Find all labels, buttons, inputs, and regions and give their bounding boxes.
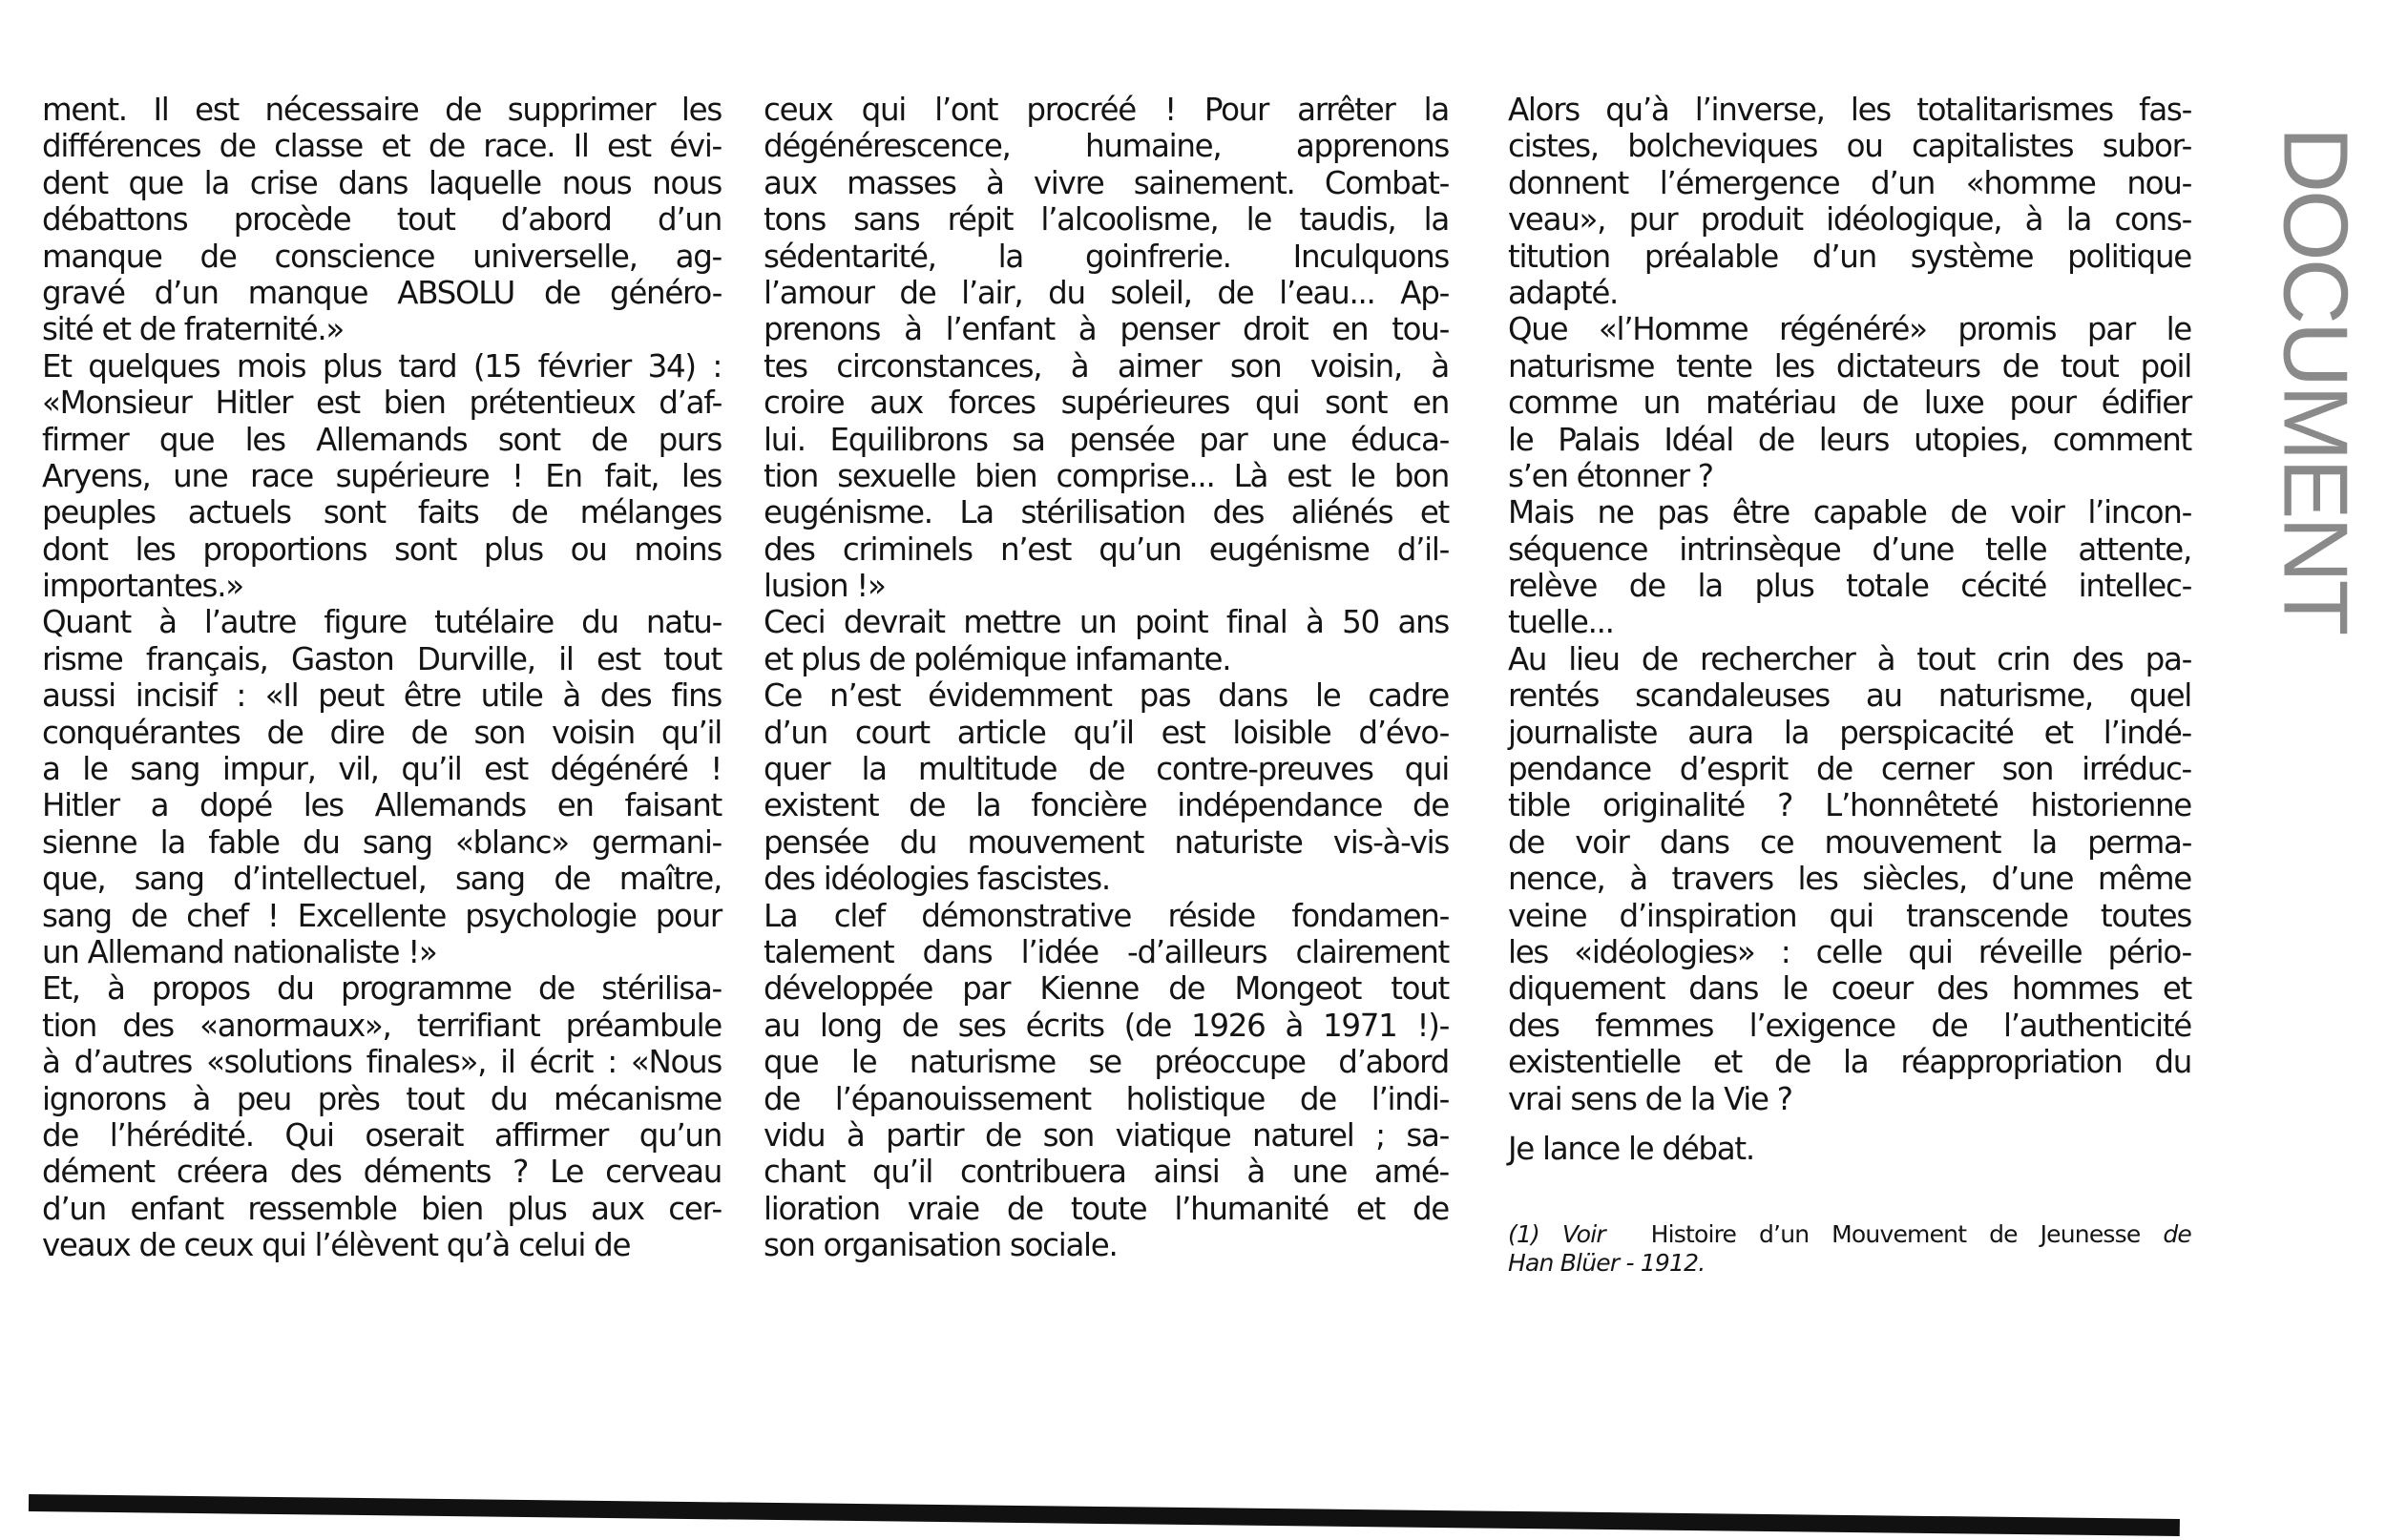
text-line: «Monsieur Hitler est bien prétentieux d’af- — [42, 385, 722, 422]
article-column-1 — [42, 92, 722, 1264]
text-line: diquement dans le coeur des hommes et — [1508, 970, 2191, 1008]
text-line: comme un matériau de luxe pour édifier — [1508, 385, 2191, 422]
text-line: aussi incisif : «Il peut être utile à des fins — [42, 677, 722, 715]
text-line: d’un enfant ressemble bien plus aux cer- — [42, 1190, 722, 1227]
section-label-text: DOCUMENT — [2264, 126, 2366, 634]
text-line: des criminels n’est qu’un eugénisme d’il- — [764, 531, 1449, 568]
text-line: des femmes l’exigence de l’authenticité — [1508, 1007, 2191, 1044]
text-line: Et quelques mois plus tard (15 février 34) : — [42, 347, 722, 385]
text-line: le Palais Idéal de leurs utopies, comment — [1508, 421, 2191, 458]
text-line: ignorons à peu près tout du mécanisme — [42, 1080, 722, 1117]
bottom-rule-divider — [29, 1494, 2180, 1536]
text-line: de l’épanouissement holistique de l’indi- — [764, 1080, 1449, 1117]
text-line: quer la multitude de contre-preuves qui — [764, 751, 1449, 788]
text-line: gravé d’un manque ABSOLU de généro- — [42, 274, 722, 311]
text-line: à d’autres «solutions finales», il écrit : «Nous — [42, 1044, 722, 1081]
text-line: tes circonstances, à aimer son voisin, à — [764, 347, 1449, 385]
text-line: vrai sens de la Vie ? — [1508, 1080, 1792, 1117]
text-line: séquence intrinsèque d’une telle attente, — [1508, 531, 2191, 568]
text-line: peuples actuels sont faits de mélanges — [42, 494, 722, 531]
text-line: développée par Kienne de Mongeot tout — [764, 970, 1449, 1008]
section-label — [2262, 122, 2367, 637]
text-line: un Allemand nationaliste !» — [42, 933, 437, 970]
text-line: veaux de ceux qui l’élèvent qu’à celui de — [42, 1227, 631, 1264]
text-line: dent que la crise dans laquelle nous nous — [42, 164, 722, 201]
closing-line: Je lance le débat. — [1508, 1130, 1754, 1167]
text-line: aux masses à vivre sainement. Combat- — [764, 164, 1449, 201]
footnote-marker: (1) Voir — [1508, 1220, 1605, 1249]
text-line: Quant à l’autre figure tutélaire du natu- — [42, 604, 722, 641]
text-line: lui. Equilibrons sa pensée par une éduca- — [764, 421, 1449, 458]
footnote-connector: de — [2163, 1220, 2191, 1249]
text-line: cistes, bolcheviques ou capitalistes subor- — [1508, 128, 2191, 165]
column-3-body — [1508, 92, 2191, 1117]
text-line: vidu à partir de son viatique naturel ; sa- — [764, 1116, 1449, 1154]
text-line: dément créera des déments ? Le cerveau — [42, 1154, 722, 1191]
text-line: Ce n’est évidemment pas dans le cadre — [764, 677, 1449, 715]
text-line: pensée du mouvement naturiste vis-à-vis — [764, 823, 1449, 861]
text-line: sédentarité, la goinfrerie. Inculquons — [764, 238, 1449, 275]
text-line: des idéologies fascistes. — [764, 861, 1110, 898]
text-line: existent de la foncière indépendance de — [764, 787, 1449, 824]
text-line: relève de la plus totale cécité intellec- — [1508, 568, 2191, 605]
text-line: de voir dans ce mouvement la perma- — [1508, 823, 2191, 861]
text-line: sang de chef ! Excellente psychologie pour — [42, 897, 722, 934]
text-line: de l’hérédité. Qui oserait affirmer qu’un — [42, 1116, 722, 1154]
text-line: risme français, Gaston Durville, il est tout — [42, 640, 722, 677]
text-line: les «idéologies» : celle qui réveille pério- — [1508, 933, 2191, 970]
text-line: Et, à propos du programme de stérilisa- — [42, 970, 722, 1008]
text-line: nence, à travers les siècles, d’une même — [1508, 861, 2191, 898]
text-line: dégénérescence, humaine, apprenons — [764, 128, 1449, 165]
text-line: a le sang impur, vil, qu’il est dégénéré ! — [42, 751, 722, 788]
text-line: tuelle... — [1508, 604, 1614, 641]
text-line: lusion !» — [764, 568, 886, 605]
text-line: tons sans répit l’alcoolisme, le taudis, la — [764, 201, 1449, 239]
text-line: Aryens, une race supérieure ! En fait, les — [42, 457, 722, 494]
text-line: Hitler a dopé les Allemands en faisant — [42, 787, 722, 824]
text-line: veau», pur produit idéologique, à la cons- — [1508, 201, 2191, 239]
text-line: importantes.» — [42, 568, 243, 605]
text-line: chant qu’il contribuera ainsi à une amé- — [764, 1154, 1449, 1191]
text-line: conquérantes de dire de son voisin qu’il — [42, 714, 722, 751]
text-line: tion des «anormaux», terrifiant préambule — [42, 1007, 722, 1044]
text-line: La clef démonstrative réside fondamen- — [764, 897, 1449, 934]
text-line: veine d’inspiration qui transcende toutes — [1508, 897, 2191, 934]
footnote-title: Histoire d’un Mouvement de Jeunesse — [1650, 1220, 2141, 1249]
text-line: ceux qui l’ont procréé ! Pour arrêter la — [764, 92, 1449, 128]
text-line: adapté. — [1508, 274, 1619, 311]
text-line: différences de classe et de race. Il est évi- — [42, 128, 722, 165]
text-line: tion sexuelle bien comprise... Là est le bon — [764, 457, 1449, 494]
text-line: tible originalité ? L’honnêteté historienne — [1508, 787, 2191, 824]
text-line: Alors qu’à l’inverse, les totalitarismes fas- — [1508, 92, 2191, 128]
text-line: sité et de fraternité.» — [42, 311, 344, 348]
text-line: ment. Il est nécessaire de supprimer les — [42, 92, 722, 128]
article-column-3 — [1508, 92, 2191, 1278]
footnote — [1508, 1220, 2191, 1278]
text-line: talement dans l’idée -d’ailleurs clairement — [764, 933, 1449, 970]
text-line: débattons procède tout d’abord d’un — [42, 201, 722, 239]
text-line: au long de ses écrits (de 1926 à 1971 !)- — [764, 1007, 1449, 1044]
footnote-line-2: Han Blüer - 1912. — [1508, 1249, 1706, 1278]
text-line: son organisation sociale. — [764, 1227, 1118, 1264]
text-line: journaliste aura la perspicacité et l’indé- — [1508, 714, 2191, 751]
text-line: Ceci devrait mettre un point final à 50 ans — [764, 604, 1449, 641]
text-line: manque de conscience universelle, ag- — [42, 238, 722, 275]
text-line: prenons à l’enfant à penser droit en tou- — [764, 311, 1449, 348]
text-line: s’en étonner ? — [1508, 457, 1713, 494]
text-line: et plus de polémique infamante. — [764, 640, 1231, 677]
text-line: l’amour de l’air, du soleil, de l’eau... Ap- — [764, 274, 1449, 311]
spacer — [1508, 1167, 2191, 1220]
text-line: dont les proportions sont plus ou moins — [42, 531, 722, 568]
footnote-line-1 — [1508, 1220, 2191, 1249]
text-line: croire aux forces supérieures qui sont en — [764, 385, 1449, 422]
text-line: existentielle et de la réappropriation du — [1508, 1044, 2191, 1081]
text-line: pendance d’esprit de cerner son irréduc- — [1508, 751, 2191, 788]
spacer — [1508, 1117, 2191, 1131]
text-line: sienne la fable du sang «blanc» germani- — [42, 823, 722, 861]
text-line: titution préalable d’un système politique — [1508, 238, 2191, 275]
text-line: rentés scandaleuses au naturisme, quel — [1508, 677, 2191, 715]
text-line: eugénisme. La stérilisation des aliénés et — [764, 494, 1449, 531]
text-line: lioration vraie de toute l’humanité et de — [764, 1190, 1449, 1227]
text-line: Mais ne pas être capable de voir l’incon- — [1508, 494, 2191, 531]
text-line: donnent l’émergence d’un «homme nou- — [1508, 164, 2191, 201]
text-line: Que «l’Homme régénéré» promis par le — [1508, 311, 2191, 348]
article-column-2 — [764, 92, 1449, 1264]
text-line: naturisme tente les dictateurs de tout poil — [1508, 347, 2191, 385]
text-line: d’un court article qu’il est loisible d’évo- — [764, 714, 1449, 751]
text-line: Au lieu de rechercher à tout crin des pa- — [1508, 640, 2191, 677]
text-line: firmer que les Allemands sont de purs — [42, 421, 722, 458]
text-line: que le naturisme se préoccupe d’abord — [764, 1044, 1449, 1081]
text-line: que, sang d’intellectuel, sang de maître, — [42, 861, 722, 898]
